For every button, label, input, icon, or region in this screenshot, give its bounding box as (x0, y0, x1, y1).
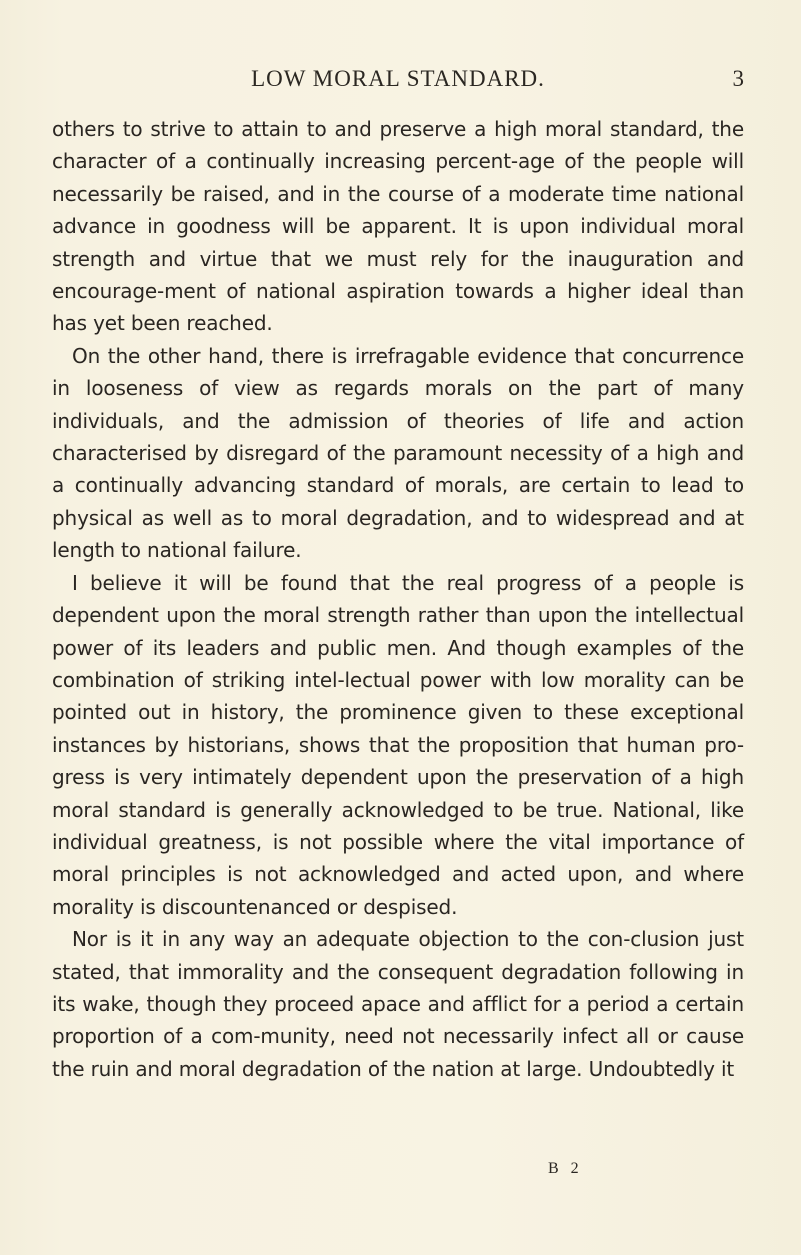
page-header (52, 66, 744, 98)
paragraph-3: I believe it will be found that the real progress of a people is dependent upon the moral strength rather than upon the intellectual power of its leaders and public men. And though examples of the combination of striking intel-lectual power with low morality can be pointed out in history, the prominence given to these exceptional instances by historians, shows that the proposition that human pro-gress is very intimately dependent upon the preservation of a high moral standard is generally acknowledged to be true. National, like individual greatness, is not possible where the vital importance of moral principles is not acknowledged and acted upon, and where morality is discountenanced or despised. (52, 570, 744, 919)
signature-mark: B 2 (548, 1160, 583, 1177)
paragraph-1: others to strive to attain to and preserve a high moral standard, the character of a continually increasing percent-age of the people will necessarily be raised, and in the course of a moderate time national advance in goodness will be apparent. It is upon individual moral strength and virtue that we must rely for the inauguration and encourage-ment of national aspiration towards a higher ideal than has yet been reached. (52, 117, 744, 336)
paragraph-2: On the other hand, there is irrefragable evidence that concurrence in looseness of view as regards morals on the part of many individuals, and the admission of theories of life and action characterised by disregard of the paramount necessity of a high and a continually advancing standard of morals, are certain to lead to physical as well as to moral degradation, and to widespread and at length to national failure. (52, 343, 744, 563)
page-number: 3 (732, 66, 744, 91)
body-text (52, 113, 744, 1085)
running-title: LOW MORAL STANDARD. (251, 66, 545, 91)
paragraph-4: Nor is it in any way an adequate objection to the con-clusion just stated, that immorality and the consequent degradation following in its wake, though they proceed apace and afflict for a period a certain proportion of a com-munity, need not necessarily infect all or cause the ruin and moral degradation of the nation at large. Undoubtedly it (52, 927, 744, 1081)
